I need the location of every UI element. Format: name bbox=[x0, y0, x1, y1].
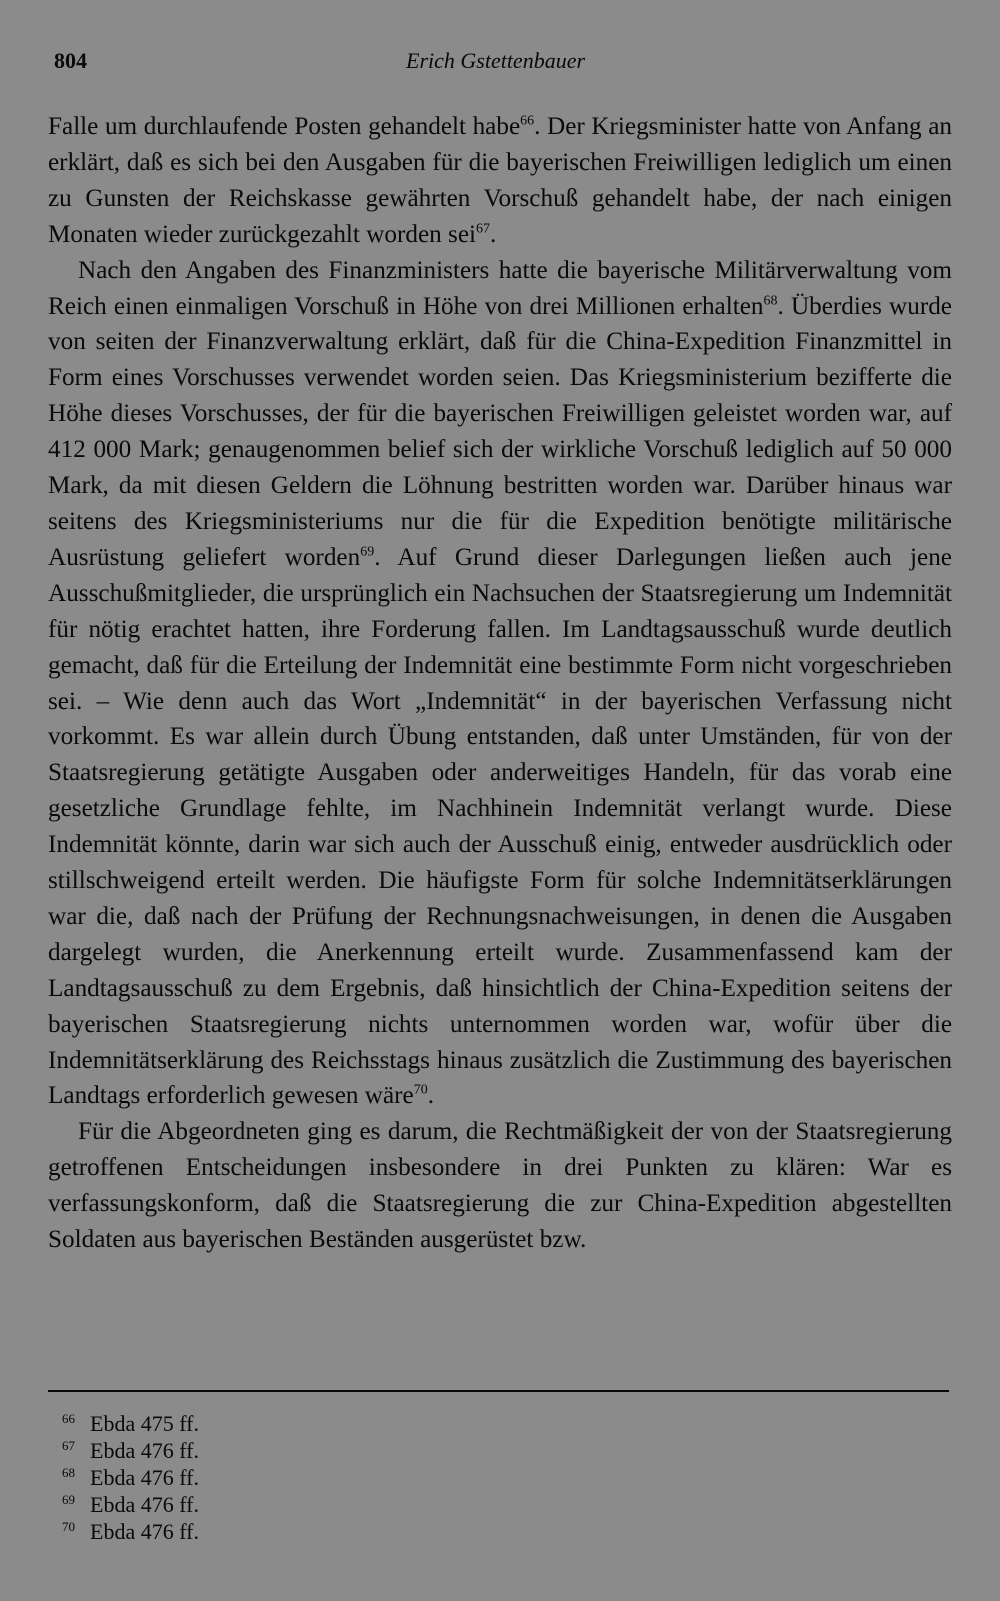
text-run: . bbox=[427, 1082, 435, 1110]
footnote bbox=[62, 1464, 199, 1491]
running-head: Erich Gstettenbauer bbox=[406, 48, 586, 73]
text-run: Für die Abgeordneten ging es darum, die Rechtmäßigkeit der von der Staatsregierung getroffenen Entscheidungen insbesondere in drei Punkten zu klären: War es verfassungskonform, daß die Staatsregierung die zur China-Expedition abgestellten Soldaten aus bayerischen Beständen ausgerüstet bzw. bbox=[48, 1118, 952, 1254]
footnote-text: Ebda 476 ff. bbox=[90, 1519, 199, 1544]
page-header bbox=[54, 42, 950, 78]
text-run: . bbox=[490, 220, 497, 248]
paragraph bbox=[48, 253, 952, 1115]
footnote-number: 70 bbox=[62, 1519, 75, 1534]
footnote bbox=[62, 1437, 199, 1464]
paragraph bbox=[48, 109, 952, 253]
footnotes bbox=[62, 1410, 199, 1545]
paragraph bbox=[48, 1114, 952, 1258]
footnote bbox=[62, 1491, 199, 1518]
footnote-reference: 70 bbox=[413, 1083, 428, 1099]
body-text bbox=[48, 109, 952, 1258]
text-run: . Auf Grund dieser Darlegungen ließen auch jene Ausschußmitglieder, die ursprünglich ein Nachsuchen der Staatsregierung um Indemnität für nötig erachtet hatten, ihre Forderung fallen. Im Landtagsausschuß wurde deutlich gemacht, daß für die Erteilung der Indemnität eine bestimmte Form nicht vorgeschrieben sei. – Wie denn auch das Wort „Indemnität“ in der bayerischen Verfassung nicht vorkommt. Es war allein durch Übung entstanden, daß unter Umständen, für von der Staatsregierung getätigte Ausgaben oder anderweitiges Handeln, für das vorab eine gesetzliche Grundlage fehlte, im Nachhinein Indemnität verlangt wurde. Diese Indemnität könnte, darin war sich auch der Ausschuß einig, entweder ausdrücklich oder stillschweigend erteilt werden. Die häufigste Form für solche Indemnitätserklärungen war die, daß nach der Prüfung der Rechnungsnachweisungen, in denen die Ausgaben dargelegt wurden, die Anerkennung erteilt wurde. Zusammenfassend kam der Landtagsausschuß zu dem Ergebnis, daß hinsichtlich der China-Expedition seitens der bayerischen Staatsregierung nichts unternommen worden war, wofür über die Indemnitätserklärung des Reichsstags hinaus zusätzlich die Zustimmung des bayerischen Landtags erforderlich gewesen wäre bbox=[48, 543, 952, 1110]
footnote-number: 69 bbox=[62, 1492, 75, 1507]
footnote bbox=[62, 1518, 199, 1545]
footnote-reference: 67 bbox=[476, 221, 491, 237]
page-number: 804 bbox=[54, 48, 87, 73]
text-run: . Der Kriegsminister hatte von Anfang an erklärt, daß es sich bei den Ausgaben für die bayerischen Freiwilligen lediglich um einen zu Gunsten der Reichskasse gewährten Vorschuß gehandelt habe, der nach einigen Monaten wieder zurückgezahlt worden sei bbox=[48, 113, 952, 248]
text-run: Falle um durchlaufende Posten gehandelt habe bbox=[48, 113, 521, 140]
footnote-reference: 68 bbox=[763, 293, 778, 309]
footnote-number: 68 bbox=[62, 1465, 75, 1480]
footnote-text: Ebda 476 ff. bbox=[90, 1492, 199, 1517]
footnote-text: Ebda 476 ff. bbox=[90, 1438, 199, 1463]
footnote-number: 66 bbox=[62, 1411, 75, 1426]
text-run: Nach den Angaben des Finanzministers hatte die bayerische Militärverwaltung vom Reich einen einmaligen Vorschuß in Höhe von drei Millionen erhalten bbox=[48, 256, 952, 320]
footnote-divider bbox=[48, 1390, 949, 1392]
footnote-number: 67 bbox=[62, 1438, 75, 1453]
footnote-text: Ebda 475 ff. bbox=[90, 1411, 199, 1436]
footnote-text: Ebda 476 ff. bbox=[90, 1465, 199, 1490]
footnote bbox=[62, 1410, 199, 1437]
footnote-reference: 69 bbox=[360, 544, 375, 560]
text-run: . Überdies wurde von seiten der Finanzverwaltung erklärt, daß für die China-Expedition Finanzmittel in Form eines Vorschusses verwendet worden seien. Das Kriegsministerium bezifferte die Höhe dieses Vorschusses, der für die bayerischen Freiwilligen geleistet worden war, auf 412 000 Mark; genaugenommen belief sich der wirkliche Vorschuß lediglich auf 50 000 Mark, da mit diesen Geldern die Löhnung bestritten worden war. Darüber hinaus war seitens des Kriegsministeriums nur die für die Expedition benötigte militärische Ausrüstung geliefert worden bbox=[48, 292, 952, 571]
footnote-reference: 66 bbox=[520, 113, 535, 129]
